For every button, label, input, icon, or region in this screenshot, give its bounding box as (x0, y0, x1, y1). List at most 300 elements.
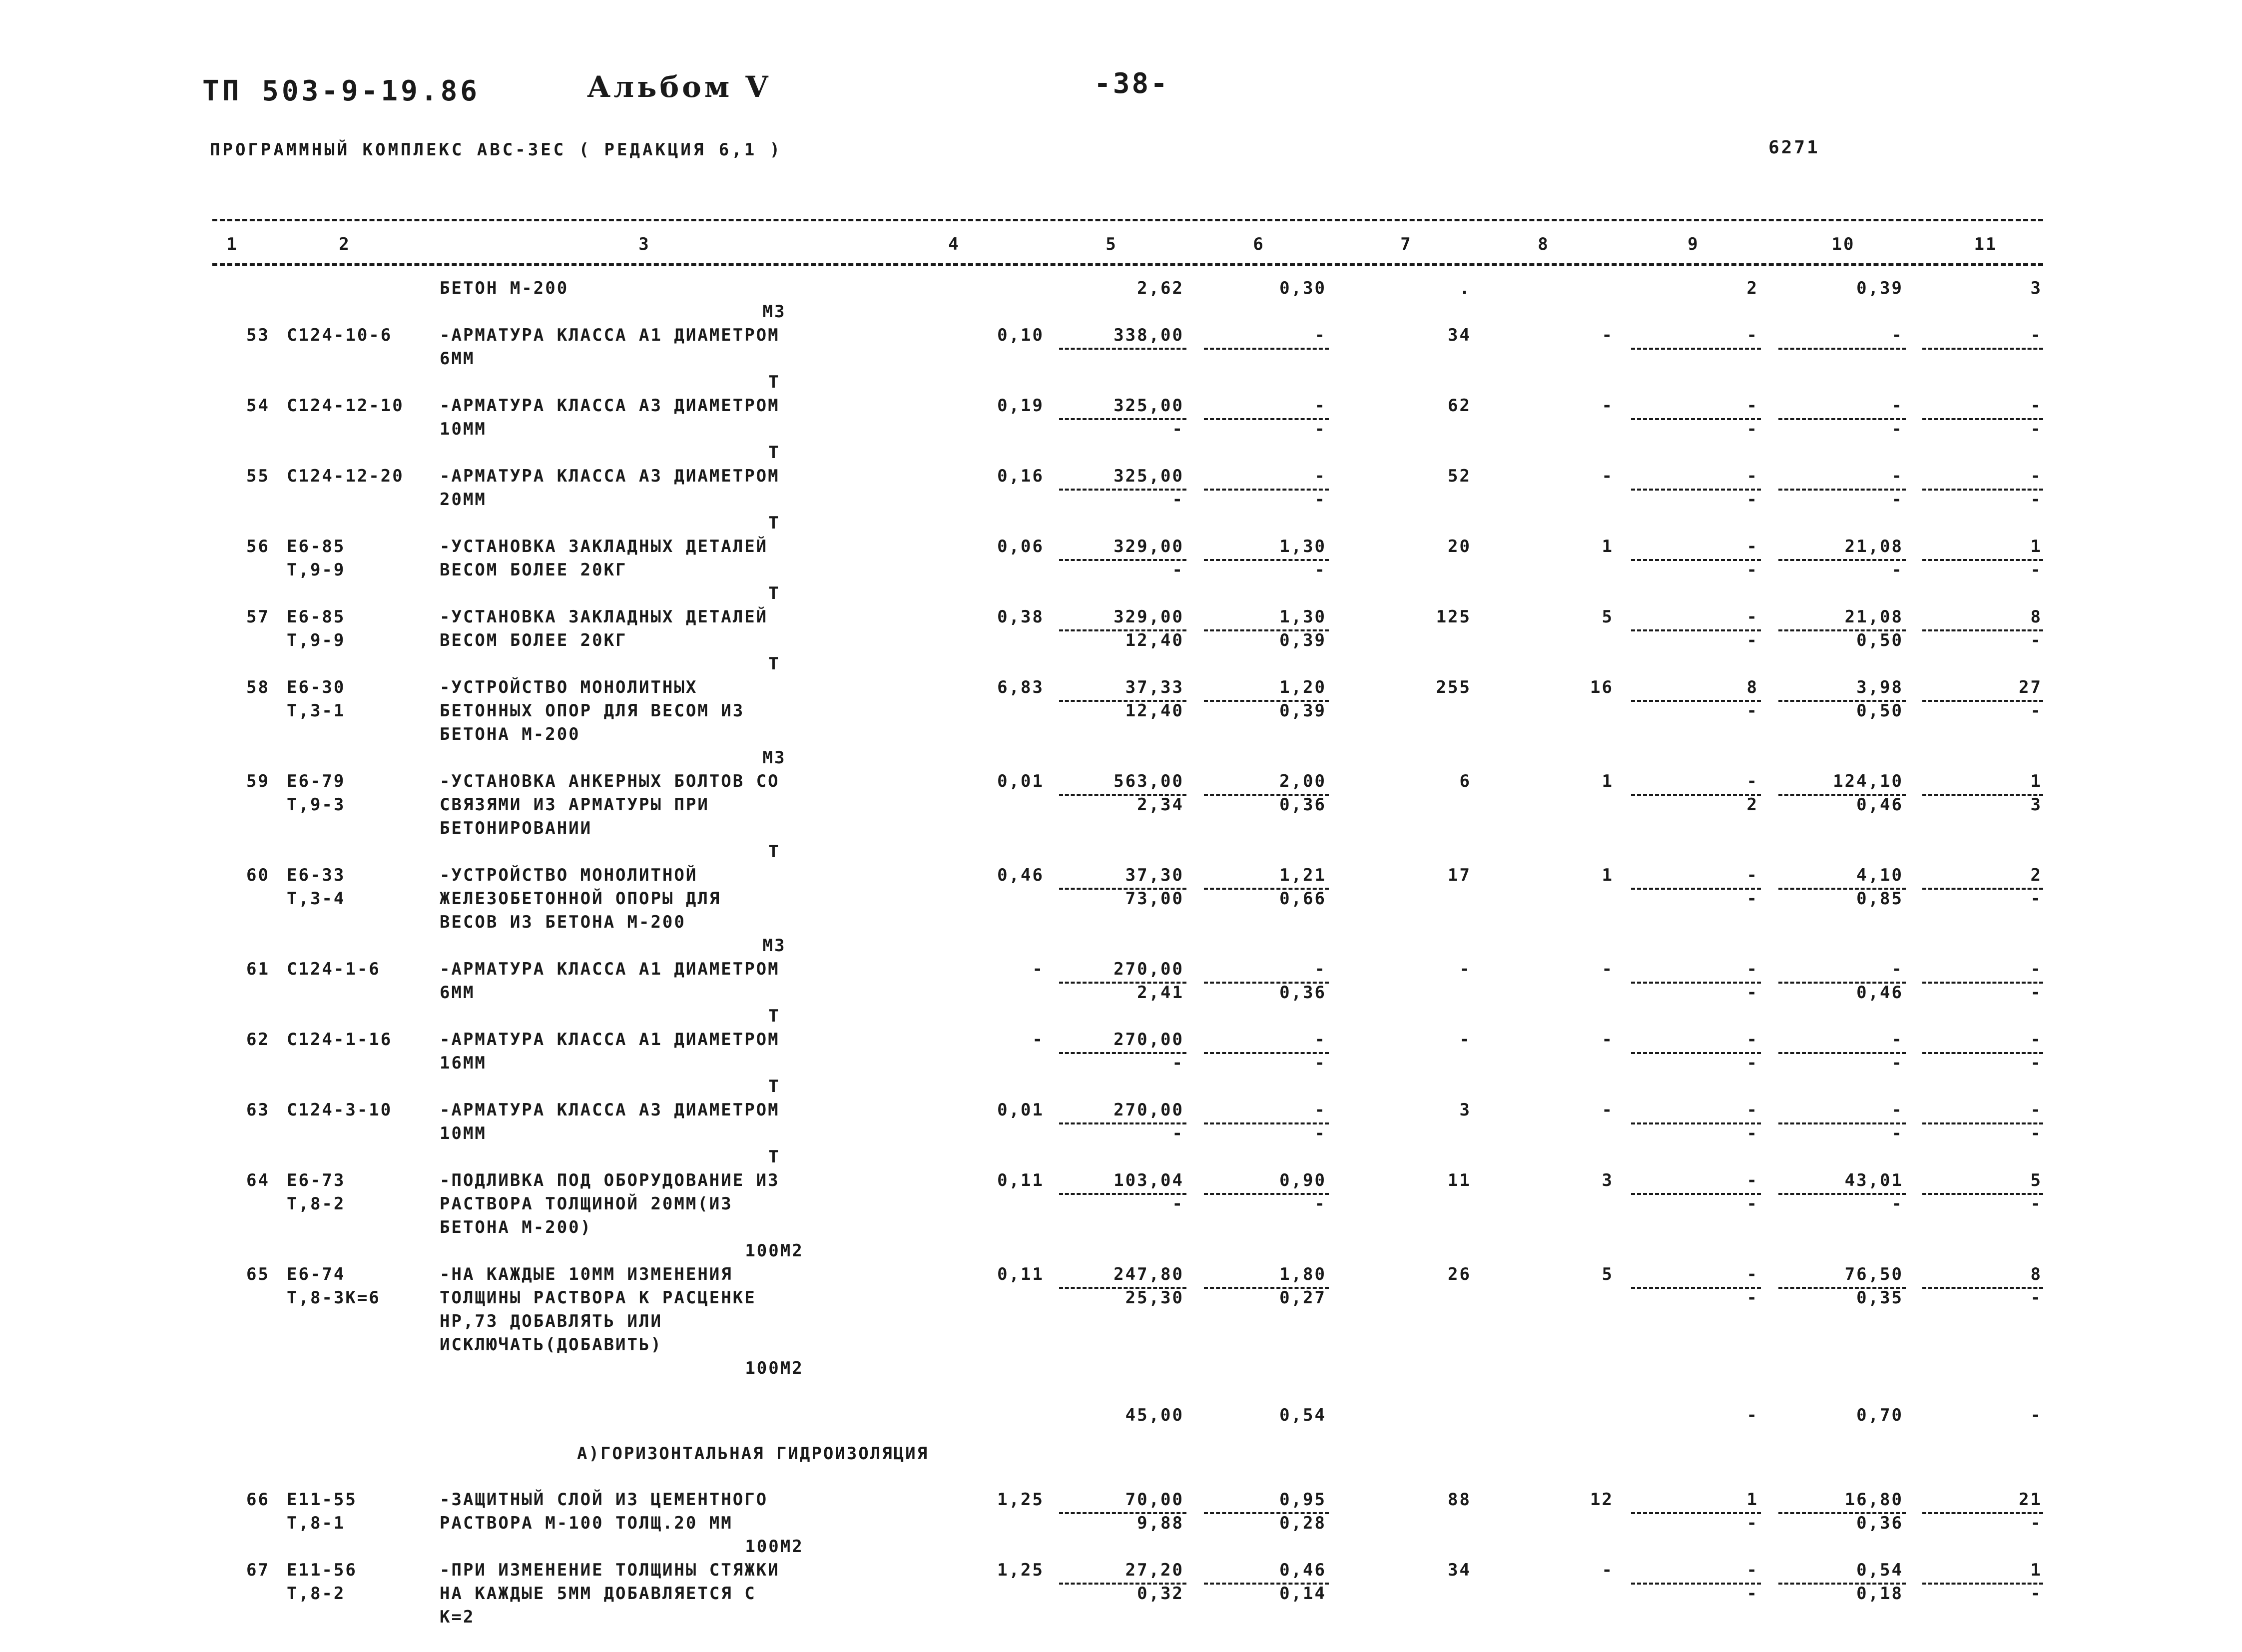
item-name: ВЕСОМ БОЛЕЕ 20КГ (440, 630, 627, 650)
cell-c9: 2 (1746, 795, 1758, 815)
item-name: -АРМАТУРА КЛАССА А1 ДИАМЕТРОМ (440, 325, 780, 345)
cell-c5: 9,88 (1137, 1513, 1184, 1533)
subtotal-rule (1922, 629, 2043, 631)
cell-c11: - (2030, 1584, 2042, 1604)
cell-c9: - (1746, 325, 1758, 345)
subtotal-rule (1631, 794, 1761, 796)
subtotal-rule (1631, 1193, 1761, 1195)
cell-c5: 325,00 (1114, 396, 1184, 416)
column-header: 4 (948, 234, 960, 254)
cell-c8: 5 (1602, 607, 1614, 627)
cell-c5: 2,62 (1137, 278, 1184, 298)
item-code: Т,3-1 (287, 701, 346, 721)
subtotal-rule (1778, 559, 1906, 561)
item-name: НА КАЖДЫЕ 5ММ ДОБАВЛЯЕТСЯ С (440, 1584, 756, 1604)
cell-c11: - (2030, 490, 2042, 510)
item-code: Т,3-4 (287, 889, 346, 909)
cell-c10: - (1891, 1053, 1903, 1073)
subtotal-rule (1059, 1052, 1186, 1054)
item-name: БЕТОНА М-200) (440, 1217, 592, 1237)
subtotal-rule (1778, 1052, 1906, 1054)
item-name: -НА КАЖДЫЕ 10ММ ИЗМЕНЕНИЯ (440, 1264, 733, 1284)
subtotal-rule (1922, 348, 2043, 350)
column-header: 3 (638, 234, 650, 254)
cell-c7: - (1459, 959, 1471, 979)
subtotal-rule (1204, 348, 1329, 350)
cell-c9: - (1746, 1584, 1758, 1604)
cell-c11: - (2030, 1030, 2042, 1050)
subtotal-rule (1922, 1583, 2043, 1585)
cell-c6: 1,20 (1279, 677, 1326, 697)
cell-c11: 2 (2030, 865, 2042, 885)
cell-c5: - (1172, 1194, 1184, 1214)
subtotal-rule (1922, 982, 2043, 984)
cell-c5: - (1172, 1123, 1184, 1143)
item-name: ТОЛЩИНЫ РАСТВОРА К РАСЦЕНКЕ (440, 1288, 756, 1308)
row-number: 64 (246, 1170, 270, 1190)
item-name: -ПОДЛИВКА ПОД ОБОРУДОВАНИЕ ИЗ (440, 1170, 780, 1190)
cell-c7: 26 (1448, 1264, 1471, 1284)
item-name: 16ММ (440, 1053, 487, 1073)
cell-c9: - (1746, 889, 1758, 909)
cell-c6: - (1314, 1123, 1326, 1143)
item-code: Т,9-9 (287, 560, 346, 580)
cell-c10: 0,46 (1856, 795, 1903, 815)
cell-c6: - (1314, 1053, 1326, 1073)
cell-c11: 1 (2030, 537, 2042, 556)
cell-c8: 3 (1602, 1170, 1614, 1190)
cell-c10: 124,10 (1833, 771, 1903, 791)
cell-c10: - (1891, 396, 1903, 416)
cell-c11: - (2030, 1405, 2042, 1425)
cell-c10: 0,36 (1856, 1513, 1903, 1533)
item-name: -АРМАТУРА КЛАССА А1 ДИАМЕТРОМ (440, 1030, 780, 1050)
unit-of-measure: Т (768, 654, 780, 674)
cell-c9: - (1746, 1170, 1758, 1190)
cell-c6: 2,00 (1279, 771, 1326, 791)
cell-c6: - (1314, 959, 1326, 979)
cell-c11: - (2030, 1513, 2042, 1533)
cell-c5: 270,00 (1114, 1030, 1184, 1050)
cell-c10: - (1891, 959, 1903, 979)
row-number: 57 (246, 607, 270, 627)
cell-c10: - (1891, 1194, 1903, 1214)
cell-c4: 0,01 (997, 1100, 1044, 1120)
cell-c4: 0,19 (997, 396, 1044, 416)
cell-c9: - (1746, 1030, 1758, 1050)
subtotal-rule (1631, 559, 1761, 561)
table-top-rule (212, 219, 2043, 221)
cell-c10: - (1891, 1030, 1903, 1050)
cell-c4: 0,06 (997, 537, 1044, 556)
subtotal-rule (1922, 1122, 2043, 1124)
item-name: -ПРИ ИЗМЕНЕНИЕ ТОЛЩИНЫ СТЯЖКИ (440, 1560, 780, 1580)
cell-c10: - (1891, 1123, 1903, 1143)
cell-c8: - (1602, 1030, 1614, 1050)
cell-c6: 1,21 (1279, 865, 1326, 885)
cell-c6: 1,80 (1279, 1264, 1326, 1284)
unit-of-measure: Т (768, 1147, 780, 1167)
cell-c8: - (1602, 396, 1614, 416)
subtotal-rule (1631, 1122, 1761, 1124)
unit-of-measure: Т (768, 583, 780, 603)
cell-c5: 2,34 (1137, 795, 1184, 815)
item-code: Т,8-2 (287, 1584, 346, 1604)
cell-c6: 0,14 (1279, 1584, 1326, 1604)
subtotal-rule (1059, 418, 1186, 420)
cell-c7: 20 (1448, 537, 1471, 556)
cell-c11: - (2030, 419, 2042, 439)
cell-c10: 0,85 (1856, 889, 1903, 909)
cell-c6: 0,39 (1279, 701, 1326, 721)
row-number: 55 (246, 466, 270, 486)
cell-c9: - (1746, 701, 1758, 721)
cell-c6: 0,46 (1279, 1560, 1326, 1580)
unit-of-measure: М3 (762, 748, 786, 768)
cell-c11: - (2030, 983, 2042, 1003)
subtotal-rule (1204, 418, 1329, 420)
cell-c5: - (1172, 560, 1184, 580)
cell-c6: - (1314, 419, 1326, 439)
cell-c6: 0,36 (1279, 983, 1326, 1003)
cell-c7: 52 (1448, 466, 1471, 486)
cell-c11: - (2030, 466, 2042, 486)
item-name: 10ММ (440, 419, 487, 439)
page-number: -38- (1094, 67, 1169, 100)
subtotal-rule (1059, 1193, 1186, 1195)
column-header: 5 (1106, 234, 1118, 254)
cell-c9: 1 (1746, 1490, 1758, 1510)
unit-of-measure: 100М2 (745, 1537, 804, 1557)
cell-c9: - (1746, 630, 1758, 650)
cell-c7: 88 (1448, 1490, 1471, 1510)
row-number: 59 (246, 771, 270, 791)
cell-c10: 43,01 (1844, 1170, 1903, 1190)
column-header: 10 (1831, 234, 1855, 254)
cell-c8: 5 (1602, 1264, 1614, 1284)
item-name: -УСТРОЙСТВО МОНОЛИТНЫХ (440, 677, 698, 697)
cell-c7: . (1459, 278, 1471, 298)
item-code: Е6-30 (287, 677, 346, 697)
item-name: -ЗАЩИТНЫЙ СЛОЙ ИЗ ЦЕМЕНТНОГО (440, 1490, 768, 1510)
cell-c9: - (1746, 1123, 1758, 1143)
cell-c10: - (1891, 560, 1903, 580)
cell-c7: 11 (1448, 1170, 1471, 1190)
subtotal-rule (1778, 489, 1906, 491)
cell-c10: 3,98 (1856, 677, 1903, 697)
subtotal-rule (1631, 348, 1761, 350)
item-name: -УСТАНОВКА ЗАКЛАДНЫХ ДЕТАЛЕЙ (440, 537, 768, 556)
cell-c4: 0,01 (997, 771, 1044, 791)
cell-c9: - (1746, 1405, 1758, 1425)
cell-c9: - (1746, 419, 1758, 439)
cell-c9: - (1746, 1264, 1758, 1284)
item-code: Т,9-3 (287, 795, 346, 815)
cell-c11: 1 (2030, 771, 2042, 791)
subtotal-rule (1631, 1583, 1761, 1585)
cell-c10: - (1891, 325, 1903, 345)
item-name: БЕТОНА М-200 (440, 724, 580, 744)
cell-c6: 0,27 (1279, 1288, 1326, 1308)
table-header-rule (212, 263, 2043, 266)
column-header: 11 (1974, 234, 1998, 254)
item-name: ЖЕЛЕЗОБЕТОННОЙ ОПОРЫ ДЛЯ (440, 889, 721, 909)
cell-c11: - (2030, 959, 2042, 979)
cell-c6: - (1314, 466, 1326, 486)
cell-c4: 0,11 (997, 1264, 1044, 1284)
cell-c9: - (1746, 560, 1758, 580)
cell-c4: 0,46 (997, 865, 1044, 885)
column-header: 8 (1538, 234, 1550, 254)
cell-c4: 0,11 (997, 1170, 1044, 1190)
item-name: ИСКЛЮЧАТЬ(ДОБАВИТЬ) (440, 1335, 662, 1355)
cell-c5: 103,04 (1114, 1170, 1184, 1190)
subtotal-rule (1631, 1287, 1761, 1289)
subtotal-rule (1922, 559, 2043, 561)
unit-of-measure: Т (768, 513, 780, 533)
cell-c5: 25,30 (1125, 1288, 1184, 1308)
row-number: 61 (246, 959, 270, 979)
column-header: 7 (1400, 234, 1412, 254)
cell-c5: 247,80 (1114, 1264, 1184, 1284)
item-code: Т,9-9 (287, 630, 346, 650)
cell-c6: - (1314, 325, 1326, 345)
column-header: 6 (1253, 234, 1265, 254)
unit-of-measure: 100М2 (745, 1358, 804, 1378)
item-code: С124-1-6 (287, 959, 381, 979)
subtotal-rule (1922, 1052, 2043, 1054)
cell-c10: - (1891, 466, 1903, 486)
cell-c11: - (2030, 1123, 2042, 1143)
cell-c9: - (1746, 865, 1758, 885)
subtotal-rule (1631, 1052, 1761, 1054)
cell-c5: 12,40 (1125, 630, 1184, 650)
subtotal-rule (1059, 489, 1186, 491)
cell-c6: - (1314, 1030, 1326, 1050)
cell-c5: 329,00 (1114, 607, 1184, 627)
item-name: -АРМАТУРА КЛАССА А3 ДИАМЕТРОМ (440, 1100, 780, 1120)
subtotal-rule (1778, 1122, 1906, 1124)
item-code: С124-12-10 (287, 396, 404, 416)
item-code: Е6-74 (287, 1264, 346, 1284)
item-code: Е6-73 (287, 1170, 346, 1190)
cell-c6: 0,28 (1279, 1513, 1326, 1533)
cell-c6: 0,39 (1279, 630, 1326, 650)
cell-c11: - (2030, 560, 2042, 580)
cell-c7: - (1459, 1030, 1471, 1050)
cell-c5: 338,00 (1114, 325, 1184, 345)
cell-c7: 34 (1448, 325, 1471, 345)
cell-c5: 325,00 (1114, 466, 1184, 486)
cell-c4: 1,25 (997, 1560, 1044, 1580)
cell-c7: 125 (1436, 607, 1471, 627)
cell-c8: 16 (1590, 677, 1614, 697)
cell-c11: - (2030, 396, 2042, 416)
item-name: -АРМАТУРА КЛАССА А3 ДИАМЕТРОМ (440, 466, 780, 486)
item-code: Е6-79 (287, 771, 346, 791)
item-code: Т,8-1 (287, 1513, 346, 1533)
cell-c11: - (2030, 701, 2042, 721)
cell-c8: 12 (1590, 1490, 1614, 1510)
item-name: -УСТРОЙСТВО МОНОЛИТНОЙ (440, 865, 698, 885)
cell-c9: - (1746, 396, 1758, 416)
cell-c7: 34 (1448, 1560, 1471, 1580)
subtotal-rule (1631, 888, 1761, 890)
column-header: 2 (339, 234, 351, 254)
item-name: -АРМАТУРА КЛАССА А3 ДИАМЕТРОМ (440, 396, 780, 416)
cell-c11: 21 (2019, 1490, 2042, 1510)
cell-c6: 0,66 (1279, 889, 1326, 909)
item-name: БЕТОН М-200 (440, 278, 569, 298)
cell-c8: - (1602, 1100, 1614, 1120)
subtotal-rule (1778, 418, 1906, 420)
subtotal-rule (1204, 1052, 1329, 1054)
album-label: Альбом V (587, 70, 771, 104)
cell-c10: 0,70 (1856, 1405, 1903, 1425)
item-name: БЕТОНИРОВАНИИ (440, 818, 592, 838)
cell-c9: - (1746, 1560, 1758, 1580)
cell-c4: 6,83 (997, 677, 1044, 697)
cell-c10: - (1891, 1100, 1903, 1120)
cell-c10: 4,10 (1856, 865, 1903, 885)
cell-c10: 0,46 (1856, 983, 1903, 1003)
cell-c8: 1 (1602, 771, 1614, 791)
cell-c6: - (1314, 396, 1326, 416)
item-name: -АРМАТУРА КЛАССА А1 ДИАМЕТРОМ (440, 959, 780, 979)
subtotal-rule (1922, 1512, 2043, 1514)
cell-c11: - (2030, 1288, 2042, 1308)
cell-c11: 5 (2030, 1170, 2042, 1190)
cell-c10: 0,39 (1856, 278, 1903, 298)
cell-c7: 3 (1459, 1100, 1471, 1120)
cell-c5: 563,00 (1114, 771, 1184, 791)
subtotal-rule (1922, 700, 2043, 702)
cell-c4: 0,10 (997, 325, 1044, 345)
item-name: СВЯЗЯМИ ИЗ АРМАТУРЫ ПРИ (440, 795, 709, 815)
section-title: А)ГОРИЗОНТАЛЬНАЯ ГИДРОИЗОЛЯЦИЯ (577, 1444, 929, 1464)
cell-c8: - (1602, 1560, 1614, 1580)
subtotal-rule (1922, 418, 2043, 420)
cell-c7: 255 (1436, 677, 1471, 697)
cell-c9: - (1746, 1194, 1758, 1214)
cell-c6: - (1314, 490, 1326, 510)
row-number: 54 (246, 396, 270, 416)
cell-c8: 1 (1602, 537, 1614, 556)
column-header: 1 (226, 234, 238, 254)
cell-c9: - (1746, 1513, 1758, 1533)
subtotal-rule (1059, 348, 1186, 350)
row-number: 56 (246, 537, 270, 556)
cell-c5: - (1172, 419, 1184, 439)
program-title: ПРОГРАММНЫЙ КОМПЛЕКС АВС-ЗЕС ( РЕДАКЦИЯ 6,1 ) (210, 140, 783, 160)
cell-c9: 8 (1746, 677, 1758, 697)
cell-c5: 73,00 (1125, 889, 1184, 909)
item-code: Т,8-3К=6 (287, 1288, 381, 1308)
subtotal-rule (1922, 1287, 2043, 1289)
cell-c6: 0,54 (1279, 1405, 1326, 1425)
item-name: 10ММ (440, 1123, 487, 1143)
cell-c10: 16,80 (1844, 1490, 1903, 1510)
cell-c11: 8 (2030, 607, 2042, 627)
cell-c10: - (1891, 419, 1903, 439)
subtotal-rule (1631, 629, 1761, 631)
cell-c11: - (2030, 1194, 2042, 1214)
cell-c11: 3 (2030, 795, 2042, 815)
cell-c5: 70,00 (1125, 1490, 1184, 1510)
cell-c11: - (2030, 889, 2042, 909)
cell-c8: - (1602, 959, 1614, 979)
cell-c5: 270,00 (1114, 1100, 1184, 1120)
row-number: 58 (246, 677, 270, 697)
cell-c9: - (1746, 490, 1758, 510)
unit-of-measure: М3 (762, 302, 786, 322)
item-name: ВЕСОМ БОЛЕЕ 20КГ (440, 560, 627, 580)
cell-c5: 2,41 (1137, 983, 1184, 1003)
cell-c5: 37,30 (1125, 865, 1184, 885)
row-number: 63 (246, 1100, 270, 1120)
cell-c5: 329,00 (1114, 537, 1184, 556)
cell-c11: - (2030, 325, 2042, 345)
cell-c10: 21,08 (1844, 537, 1903, 556)
cell-c4: 1,25 (997, 1490, 1044, 1510)
cell-c11: 27 (2019, 677, 2042, 697)
item-code: Е6-85 (287, 607, 346, 627)
cell-c5: 270,00 (1114, 959, 1184, 979)
item-name: 6ММ (440, 349, 475, 369)
cell-c6: - (1314, 560, 1326, 580)
cell-c6: 0,95 (1279, 1490, 1326, 1510)
cell-c6: 1,30 (1279, 537, 1326, 556)
cell-c10: 0,18 (1856, 1584, 1903, 1604)
subtotal-rule (1922, 888, 2043, 890)
cell-c7: 62 (1448, 396, 1471, 416)
cell-c9: - (1746, 607, 1758, 627)
document-code: ТП 503-9-19.86 (202, 75, 481, 107)
cell-c5: - (1172, 1053, 1184, 1073)
cell-c4: 0,38 (997, 607, 1044, 627)
subtotal-rule (1631, 982, 1761, 984)
subtotal-rule (1204, 1193, 1329, 1195)
cell-c5: 45,00 (1125, 1405, 1184, 1425)
item-name: РАСТВОРА ТОЛЩИНОЙ 20ММ(ИЗ (440, 1194, 733, 1214)
cell-c5: 37,33 (1125, 677, 1184, 697)
cell-c9: - (1746, 771, 1758, 791)
item-code: С124-3-10 (287, 1100, 393, 1120)
cell-c11: - (2030, 630, 2042, 650)
subtotal-rule (1631, 418, 1761, 420)
row-number: 53 (246, 325, 270, 345)
item-code: Е11-56 (287, 1560, 357, 1580)
subtotal-rule (1922, 1193, 2043, 1195)
cell-c6: 1,30 (1279, 607, 1326, 627)
subtotal-rule (1778, 1193, 1906, 1195)
cell-c4: 0,16 (997, 466, 1044, 486)
cell-c9: 2 (1746, 278, 1758, 298)
cell-c6: - (1314, 1194, 1326, 1214)
unit-of-measure: Т (768, 842, 780, 862)
cell-c10: 0,35 (1856, 1288, 1903, 1308)
unit-of-measure: 100М2 (745, 1241, 804, 1261)
subtotal-rule (1204, 489, 1329, 491)
cell-c5: 0,32 (1137, 1584, 1184, 1604)
cell-c8: - (1602, 466, 1614, 486)
cell-c8: 1 (1602, 865, 1614, 885)
cell-c8: - (1602, 325, 1614, 345)
item-name: БЕТОННЫХ ОПОР ДЛЯ ВЕСОМ ИЗ (440, 701, 745, 721)
subtotal-rule (1059, 1122, 1186, 1124)
cell-c5: 12,40 (1125, 701, 1184, 721)
subtotal-rule (1631, 489, 1761, 491)
